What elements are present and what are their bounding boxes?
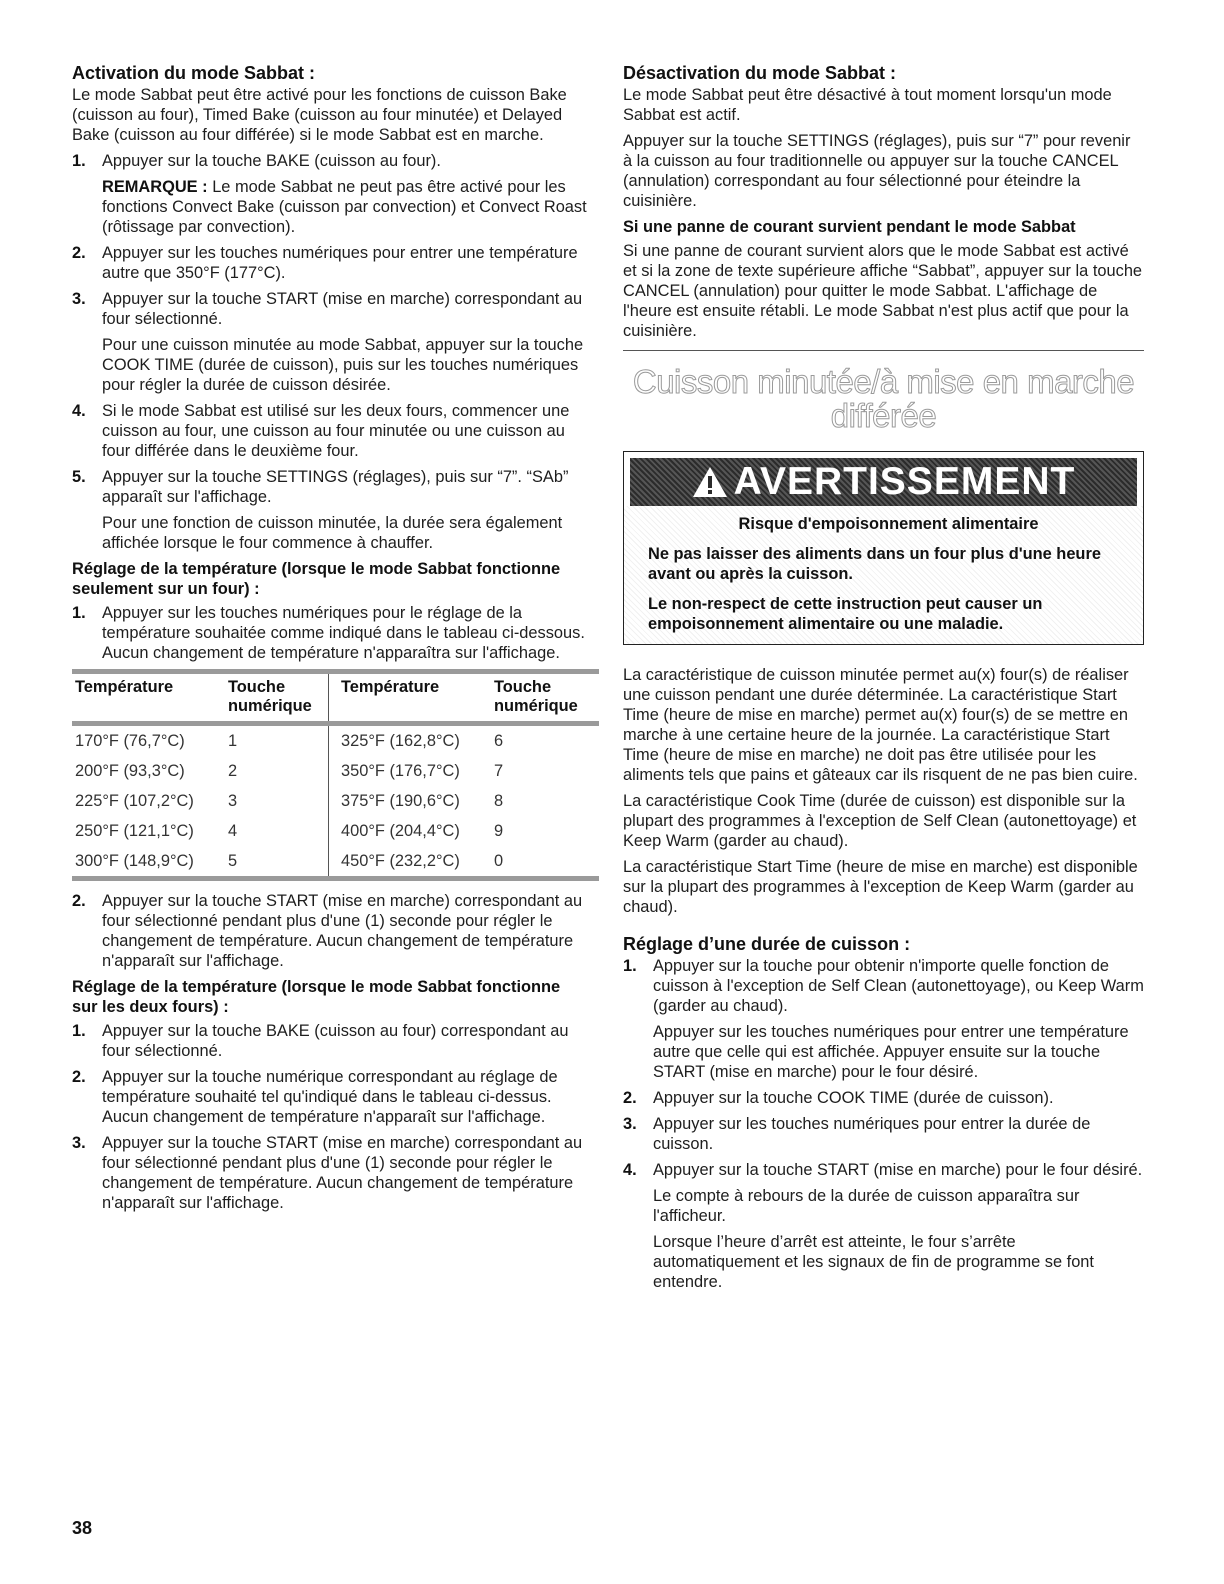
step-number: 4.	[72, 402, 86, 420]
left-column	[72, 62, 588, 1219]
list-item	[623, 1088, 1144, 1108]
table-row	[72, 786, 599, 816]
step-number: 1.	[72, 1022, 86, 1040]
step-extra: Pour une fonction de cuisson minutée, la durée sera également affichée lorsque le four commence à chauffer.	[102, 514, 563, 552]
deactivation-heading: Désactivation du mode Sabbat :	[623, 63, 897, 83]
activation-steps	[72, 151, 588, 553]
step-number: 2.	[623, 1089, 637, 1107]
table-cell: 300°F (148,9°C)	[72, 846, 228, 879]
step-note	[102, 177, 588, 237]
step-text: Appuyer sur la touche START (mise en marche) correspondant au four sélectionné.	[102, 290, 583, 328]
step-number: 1.	[623, 957, 637, 975]
warning-triangle-icon	[692, 466, 728, 498]
table-cell: 170°F (76,7°C)	[75, 732, 185, 750]
list-item	[72, 401, 588, 461]
table-cell: 2	[228, 762, 238, 780]
table-row	[72, 816, 599, 846]
table-cell: 400°F (204,4°C)	[329, 816, 495, 846]
power-failure-heading: Si une panne de courant survient pendant le mode Sabbat	[623, 218, 1076, 236]
step-extra: Le compte à rebours de la durée de cuisson apparaîtra sur l'afficheur.	[653, 1187, 1080, 1225]
step-text: Appuyer sur la touche COOK TIME (durée de cuisson).	[653, 1089, 1054, 1107]
step-text: Appuyer sur les touches numériques pour entrer une température autre que 350°F (177°C).	[102, 244, 578, 282]
section-title-line1: Cuisson minutée/à mise en marche	[632, 363, 1135, 400]
step-text: Appuyer sur la touche START (mise en marche) pour le four désiré.	[653, 1161, 1143, 1179]
list-item	[623, 1160, 1144, 1292]
step-number: 4.	[623, 1161, 637, 1179]
list-item	[72, 1021, 588, 1061]
table-cell: 7	[494, 762, 504, 780]
list-item	[623, 1114, 1144, 1154]
activation-intro: Le mode Sabbat peut être activé pour les fonctions de cuisson Bake (cuisson au four), Timed Bake (cuisson au four minutée) et Delayed Bake (cuisson au four différée) si le mode Sabbat est en marche.	[72, 86, 567, 144]
step-text: Appuyer sur la touche BAKE (cuisson au four).	[102, 152, 441, 170]
activation-heading: Activation du mode Sabbat :	[72, 63, 316, 83]
step-number: 2.	[72, 244, 86, 262]
section-title	[623, 365, 1144, 433]
step-text: Appuyer sur la touche BAKE (cuisson au four) correspondant au four sélectionné.	[102, 1022, 569, 1060]
list-item	[623, 956, 1144, 1082]
table-cell: 325°F (162,8°C)	[329, 724, 495, 757]
warning-header-text: AVERTISSEMENT	[733, 460, 1076, 503]
warning-header	[630, 458, 1137, 506]
note-label: REMARQUE :	[102, 178, 208, 196]
warning-body	[624, 506, 1143, 644]
table-cell: 8	[494, 792, 504, 810]
table-cell: 3	[228, 792, 238, 810]
section-divider	[623, 350, 1144, 351]
table-cell: 9	[494, 822, 504, 840]
col-header-temperature: Température	[329, 672, 495, 724]
deactivation-p1: Le mode Sabbat peut être désactivé à tout moment lorsqu'un mode Sabbat est actif.	[623, 86, 1112, 124]
col-header-key: Touche numérique	[228, 672, 329, 724]
warning-box	[623, 451, 1144, 645]
step-number: 5.	[72, 468, 86, 486]
one-oven-steps-a	[72, 603, 588, 663]
one-oven-steps-b	[72, 891, 588, 971]
step-text: Si le mode Sabbat est utilisé sur les deux fours, commencer une cuisson au four, une cuisson au four minutée ou une cuisson au four différée dans le deuxième four.	[102, 402, 570, 460]
table-row	[72, 724, 599, 757]
section-title-line2: différée	[830, 397, 937, 434]
step-number: 3.	[72, 1134, 86, 1152]
table-cell: 225°F (107,2°C)	[75, 792, 194, 810]
list-item	[72, 603, 588, 663]
list-item	[72, 891, 588, 971]
table-cell: 0	[494, 846, 599, 879]
list-item	[72, 243, 588, 283]
table-row	[72, 846, 599, 879]
temperature-table	[72, 669, 599, 881]
table-cell: 250°F (121,1°C)	[75, 822, 194, 840]
table-cell: 450°F (232,2°C)	[329, 846, 495, 879]
step-text: Appuyer sur la touche SETTINGS (réglages), puis sur “7”. “SAb” apparaît sur l'affichage.	[102, 468, 569, 506]
list-item	[72, 1133, 588, 1213]
list-item	[72, 289, 588, 395]
cook-time-heading: Réglage d’une durée de cuisson :	[623, 934, 911, 954]
one-oven-heading: Réglage de la température (lorsque le mode Sabbat fonctionne seulement sur un four) :	[72, 560, 561, 598]
step-number: 2.	[72, 1068, 86, 1086]
table-cell: 350°F (176,7°C)	[329, 756, 495, 786]
step-text: Appuyer sur la touche START (mise en marche) correspondant au four sélectionné pendant plus d'une (1) seconde pour régler le changement de température. Aucun changement de température n'apparaît sur l'affichage.	[102, 1134, 583, 1212]
timed-para-3: La caractéristique Start Time (heure de mise en marche) est disponible sur la plupart des programmes à l'exception de Keep Warm (garder au chaud).	[623, 858, 1138, 916]
step-text: Appuyer sur les touches numériques pour entrer la durée de cuisson.	[653, 1115, 1091, 1153]
step-number: 3.	[72, 290, 86, 308]
warning-hazard: Risque d'empoisonnement alimentaire	[738, 515, 1039, 533]
two-ovens-heading: Réglage de la température (lorsque le mode Sabbat fonctionne sur les deux fours) :	[72, 978, 561, 1016]
step-text: Appuyer sur la touche pour obtenir n'importe quelle fonction de cuisson à l'exception de Self Clean (autonettoyage), ou Keep Warm (garder au chaud).	[653, 957, 1144, 1015]
page-number: 38	[72, 1518, 93, 1538]
power-failure-text: Si une panne de courant survient alors que le mode Sabbat est activé et si la zone de texte supérieure affiche “Sabbat”, appuyer sur la touche CANCEL (annulation) pour quitter le mode Sabbat. L'affichage de l'heure est ensuite rétabli. Le mode Sabbat n'est plus actif que pour la cuisinière.	[623, 242, 1143, 340]
step-number: 3.	[623, 1115, 637, 1133]
cook-time-steps	[623, 956, 1144, 1292]
deactivation-p2: Appuyer sur la touche SETTINGS (réglages), puis sur “7” pour revenir à la cuisson au four traditionnelle ou appuyer sur la touche CANCEL (annulation) correspondant au four sélectionné pour éteindre la cuisinière.	[623, 132, 1131, 210]
table-cell: 200°F (93,3°C)	[75, 762, 185, 780]
step-number: 2.	[72, 892, 86, 910]
warning-line2: Le non-respect de cette instruction peut causer un empoisonnement alimentaire ou une maladie.	[648, 595, 1043, 633]
table-row	[72, 756, 599, 786]
col-header-temperature: Température	[72, 672, 228, 724]
list-item	[72, 151, 588, 237]
table-cell: 375°F (190,6°C)	[329, 786, 495, 816]
two-ovens-steps	[72, 1021, 588, 1213]
step-text: Appuyer sur la touche numérique correspondant au réglage de température souhaité tel qu'indiqué dans le tableau ci-dessus. Aucun changement de température n'apparaît sur l'affichage.	[102, 1068, 558, 1126]
step-extra: Pour une cuisson minutée au mode Sabbat, appuyer sur la touche COOK TIME (durée de cuisson), puis sur les touches numériques pour régler la durée de cuisson désirée.	[102, 336, 584, 394]
step-extra: Appuyer sur les touches numériques pour entrer une température autre que celle qui est affichée. Appuyer ensuite sur la touche START (mise en marche) pour le four désiré.	[653, 1023, 1129, 1081]
table-cell: 1	[228, 732, 238, 750]
table-cell: 6	[494, 732, 504, 750]
step-extra: Lorsque l’heure d’arrêt est atteinte, le four s’arrête automatiquement et les signaux de fin de programme se font entendre.	[653, 1233, 1094, 1291]
table-cell: 4	[228, 822, 238, 840]
timed-para-2: La caractéristique Cook Time (durée de cuisson) est disponible sur la plupart des programmes à l'exception de Self Clean (autonettoyage) et Keep Warm (garder au chaud).	[623, 792, 1137, 850]
step-text: Appuyer sur les touches numériques pour le réglage de la température souhaitée comme indiqué dans le tableau ci-dessous. Aucun changement de température n'apparaîtra sur l'affichage.	[102, 604, 585, 662]
list-item	[72, 467, 588, 553]
table-header-row	[72, 672, 599, 724]
note-text: Le mode Sabbat ne peut pas être activé pour les fonctions Convect Bake (cuisson par convection) et Convect Roast (rôtissage par convection).	[102, 178, 587, 236]
timed-para-1: La caractéristique de cuisson minutée permet au(x) four(s) de réaliser une cuisson pendant une durée déterminée. La caractéristique Start Time (heure de mise en marche) permet au(x) four(s) de se mettre en marche à une certaine heure de la journée. La caractéristique Start Time (heure de mise en marche) ne doit pas être utilisée pour les aliments tels que pains et gâteaux car ils risquent de ne pas bien cuire.	[623, 666, 1138, 784]
step-text: Appuyer sur la touche START (mise en marche) correspondant au four sélectionné pendant plus d'une (1) seconde pour régler le changement de température. Aucun changement de température n'apparaît sur l'affichage.	[102, 892, 583, 970]
list-item	[72, 1067, 588, 1127]
step-number: 1.	[72, 152, 86, 170]
warning-line1: Ne pas laisser des aliments dans un four plus d'une heure avant ou après la cuisson.	[648, 545, 1101, 583]
col-header-key: Touche numérique	[494, 672, 599, 724]
step-number: 1.	[72, 604, 86, 622]
right-column	[623, 62, 1144, 1298]
table-cell: 5	[228, 846, 329, 879]
